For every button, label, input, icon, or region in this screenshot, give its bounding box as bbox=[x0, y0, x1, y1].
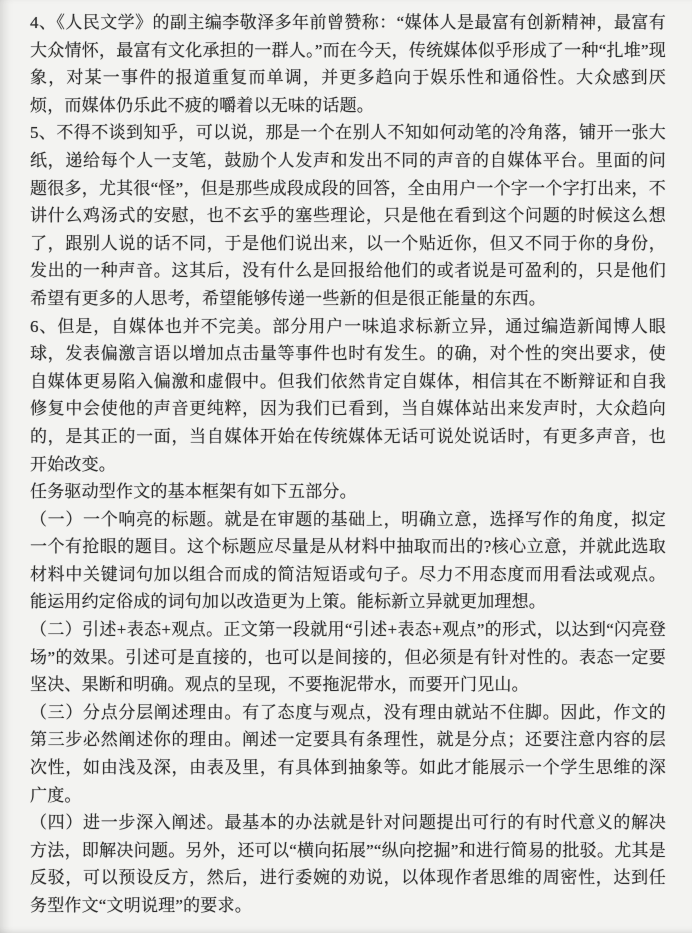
paragraph-material-4: 4、《人民文学》的副主编李敬泽多年前曾赞称：“媒体人是最富有创新精神，最富有大众情怀，最富有文化承担的一群人。”而在今天，传统媒体似乎形成了一种“扎堆”现象，对某一事件的报道重复而单调，并更多趋向于娱乐性和通俗性。大众感到厌烦，而媒体仍乐此不疲的嚼着以无味的话题。 bbox=[30, 13, 666, 115]
paragraph-material-5: 5、不得不谈到知乎，可以说，那是一个在别人不知如何动笔的冷角落，铺开一张大纸，递给每个人一支笔，鼓励个人发声和发出不同的声音的自媒体平台。里面的问题很多，尤其很“怪”，但是那些成段成段的回答，全由用户一个字一个字打出来，不讲什么鸡汤式的安慰，也不玄乎的塞些理论，只是他在看到这个问题的时候这么想了，跟别人说的话不同，于是他们说出来，以一个贴近你，但又不同于你的身份，发出的一种声音。这其后，没有什么是回报给他们的或者说是可盈利的，只是他们希望有更多的人思考，希望能够传递一些新的但是很正能量的东西。 bbox=[30, 123, 666, 308]
paragraph-framework-3: （三）分点分层阐述理由。有了态度与观点，没有理由就站不住脚。因此，作文的第三步必然阐述你的理由。阐述一定要具有条理性，就是分点；还要注意内容的层次性，如由浅及深，由表及里，有具体到抽象等。如此才能展示一个学生思维的深广度。 bbox=[30, 702, 666, 805]
paragraph-material-6: 6、但是，自媒体也并不完美。部分用户一味追求标新立异，通过编造新闻博人眼球，发表偏激言语以增加点击量等事件也时有发生。的确，对个性的突出要求，使自媒体更易陷入偏激和虚假中。但我们依然肯定自媒体，相信其在不断辩证和自我修复中会使他的声音更纯粹，因为我们已看到，当自媒体站出来发声时，大众趋向的，是其正的一面，当自媒体开始在传统媒体无话可说处说话时，有更多声音，也开始改变。 bbox=[30, 316, 666, 474]
paragraph-framework-1: （一）一个响亮的标题。就是在审题的基础上，明确立意，选择写作的角度，拟定一个有抢眼的题目。这个标题应尽量是从材料中抽取而出的?核心立意，并就此选取材料中关键词句加以组合而成的简洁短语或句子。尽力不用态度而用看法或观点。能运用约定俗成的词句加以改造更为上策。能标新立异就更加理想。 bbox=[30, 509, 666, 612]
paragraph-framework-intro: 任务驱动型作文的基本框架有如下五部分。 bbox=[30, 482, 357, 502]
paragraph-framework-2: （二）引述+表态+观点。正文第一段就用“引述+表态+观点”的形式，以达到“闪亮登场”的效果。引述可是直接的，也可以是间接的，但必须是有针对性的。表态一定要坚决、果断和明确。观点的呈现，不要拖泥带水，而要开门见山。 bbox=[30, 620, 666, 695]
paragraph-framework-4: （四）进一步深入阐述。最基本的办法就是针对问题提出可行的有时代意义的解决方法，即解决问题。另外，还可以“横向拓展”“纵向挖掘”和进行简易的批驳。尤其是反驳，可以预设反方，然后，进行委婉的劝说，以体现作者思维的周密性，达到任务型作文“文明说理”的要求。 bbox=[30, 813, 666, 915]
